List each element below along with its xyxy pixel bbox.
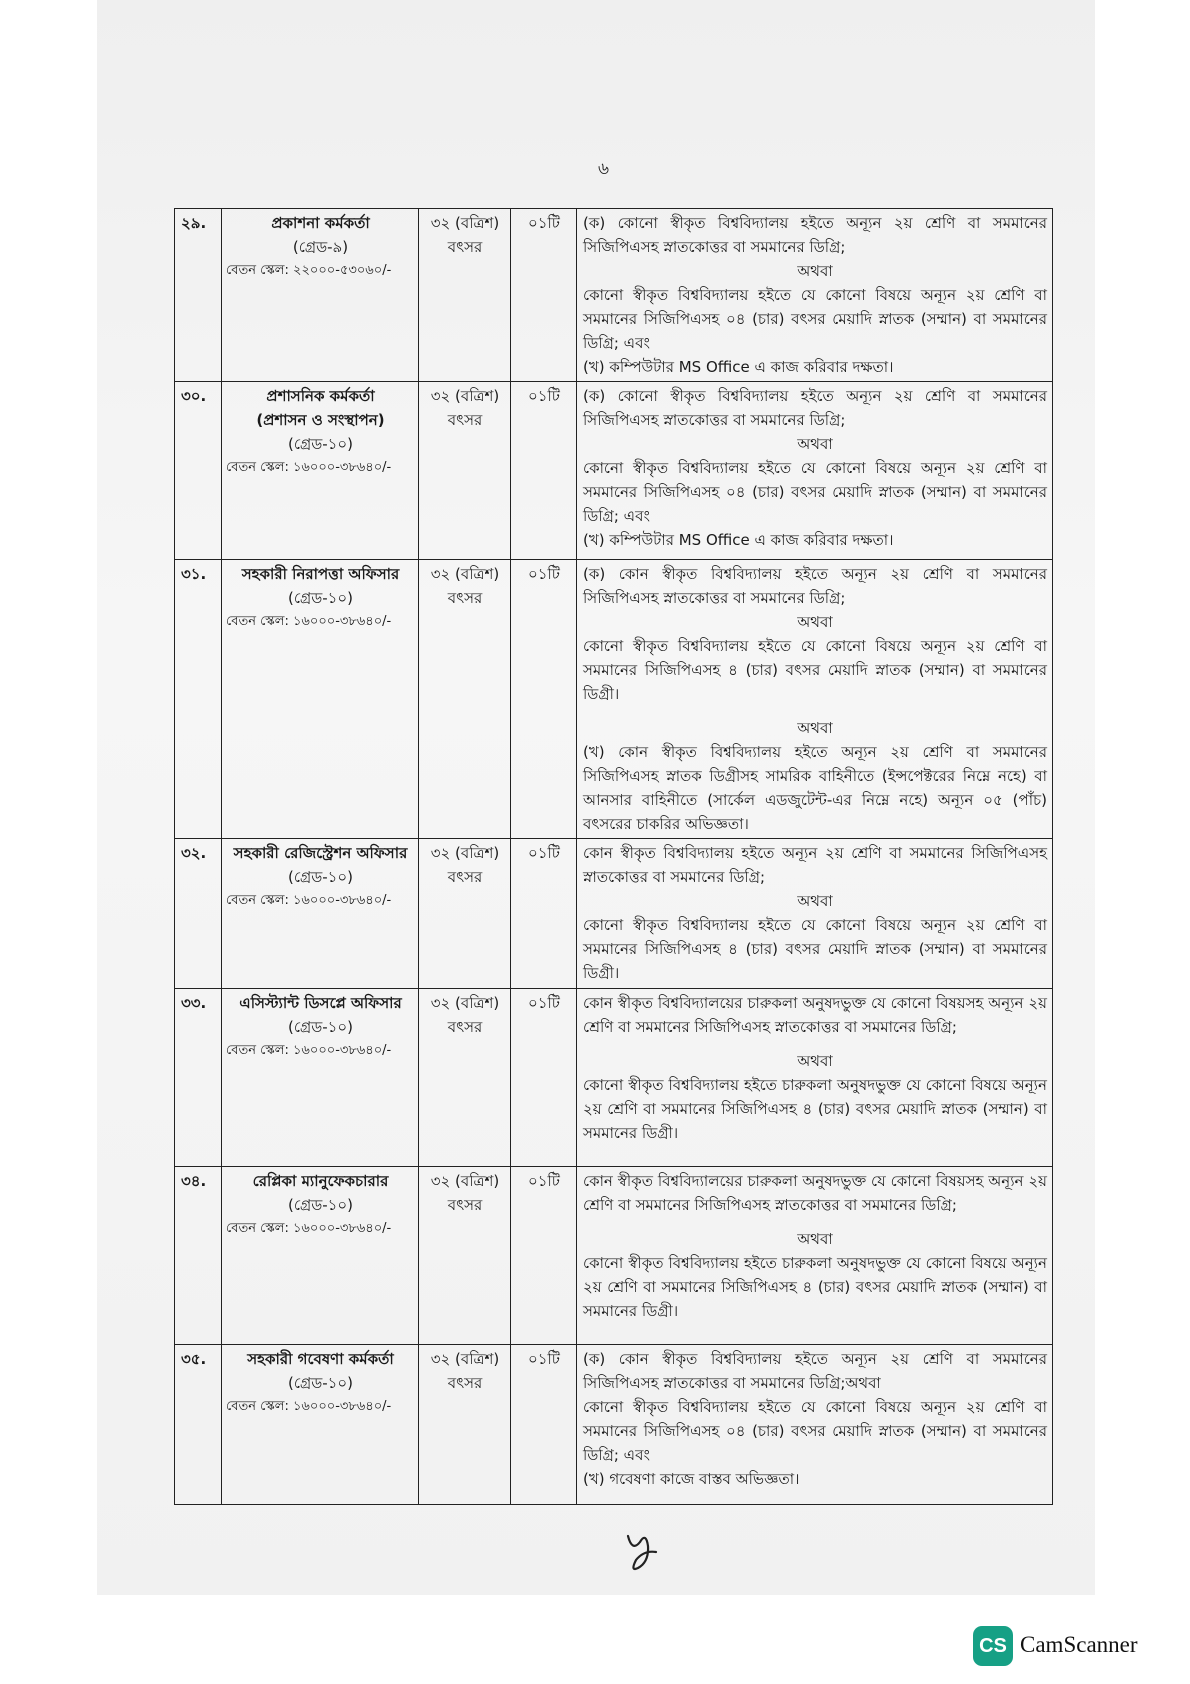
age-limit: ৩২ (বত্রিশ) বৎসর xyxy=(430,214,500,256)
qualification-text: কোনো স্বীকৃত বিশ্ববিদ্যালয় হইতে চারুকলা অনুষদভুক্ত যে কোনো বিষয়ে অন্যূন ২য় শ্রেণি বা সমমানের সিজিপিএসহ ৪ (চার) বৎসর মেয়াদি স্নাতক (সম্মান) বা সমমানের ডিগ্রী। xyxy=(583,1076,1047,1142)
vacancy-count: ০১টি xyxy=(528,1172,560,1190)
pay-scale: বেতন স্কেল: ১৬০০০-৩৮৬৪০/- xyxy=(226,614,392,629)
age-limit: ৩২ (বত্রিশ) বৎসর xyxy=(430,565,500,607)
qualification-text: (খ) কোন স্বীকৃত বিশ্ববিদ্যালয় হইতে অন্যূন ২য় শ্রেণি বা সমমানের সিজিপিএসহ স্নাতক ডিগ্রীসহ সামরিক বাহিনীতে (ইন্সপেক্টরের নিম্নে নহে) বা আনসার বাহিনীতে (সার্কেল এডজুটেন্ট-এর নিম্নে নহে) অন্যূন ০৫ (পাঁচ) বৎসরের চাকরির অভিজ্ঞতা। xyxy=(583,743,1047,833)
spacer xyxy=(583,1217,1047,1227)
qualification-text: (ক) কোনো স্বীকৃত বিশ্ববিদ্যালয় হইতে অন্যূন ২য় শ্রেণি বা সমমানের সিজিপিএসহ স্নাতকোত্তর বা সমমানের ডিগ্রি; xyxy=(583,214,1047,256)
table-row xyxy=(175,989,1053,1167)
qualification-text: কোন স্বীকৃত বিশ্ববিদ্যালয়ের চারুকলা অনুষদভুক্ত যে কোনো বিষয়সহ অন্যূন ২য় শ্রেণি বা সমমানের সিজিপিএসহ স্নাতকোত্তর বা সমমানের ডিগ্রি; xyxy=(583,994,1047,1036)
spacer xyxy=(583,1039,1047,1049)
qualification-text: কোন স্বীকৃত বিশ্ববিদ্যালয়ের চারুকলা অনুষদভুক্ত যে কোনো বিষয়সহ অন্যূন ২য় শ্রেণি বা সমমানের সিজিপিএসহ স্নাতকোত্তর বা সমমানের ডিগ্রি; xyxy=(583,1172,1047,1214)
post-grade: (গ্রেড-১০) xyxy=(288,1374,353,1392)
page-number: ৬ xyxy=(598,159,610,179)
pay-scale: বেতন স্কেল: ১৬০০০-৩৮৬৪০/- xyxy=(226,1043,392,1058)
signature-icon xyxy=(618,1528,666,1574)
age-limit: ৩২ (বত্রিশ) বৎসর xyxy=(430,844,500,886)
or-label: অথবা xyxy=(797,262,833,280)
serial-number: ২৯. xyxy=(181,214,207,232)
post-subtitle: (প্রশাসন ও সংস্থাপন) xyxy=(256,411,385,429)
qualification-text: কোন স্বীকৃত বিশ্ববিদ্যালয় হইতে অন্যূন ২য় শ্রেণি বা সমমানের সিজিপিএসহ স্নাতকোত্তর বা সমমানের ডিগ্রি; xyxy=(583,844,1047,886)
qualification-text: কোনো স্বীকৃত বিশ্ববিদ্যালয় হইতে যে কোনো বিষয়ে অন্যূন ২য় শ্রেণি বা সমমানের সিজিপিএসহ ৪ (চার) বৎসর মেয়াদি স্নাতক (সম্মান) বা সমমানের ডিগ্রী। xyxy=(583,916,1047,982)
pay-scale: বেতন স্কেল: ২২০০০-৫৩০৬০/- xyxy=(226,263,392,278)
table-row xyxy=(175,839,1053,989)
pay-scale: বেতন স্কেল: ১৬০০০-৩৮৬৪০/- xyxy=(226,460,392,475)
camscanner-logo-icon: CS xyxy=(973,1626,1013,1666)
table-row xyxy=(175,1345,1053,1505)
post-grade: (গ্রেড-১০) xyxy=(288,1018,353,1036)
vacancy-count: ০১টি xyxy=(528,1350,560,1368)
serial-number: ৩৩. xyxy=(181,994,207,1012)
post-grade: (গ্রেড-১০) xyxy=(288,435,353,453)
qualification-text: (খ) কম্পিউটার MS Office এ কাজ করিবার দক্ষতা। xyxy=(583,358,894,376)
post-title: প্রশাসনিক কর্মকর্তা xyxy=(266,387,375,405)
table-row xyxy=(175,560,1053,839)
vacancy-count: ০১টি xyxy=(528,565,560,583)
or-label: অথবা xyxy=(797,892,833,910)
vacancy-count: ০১টি xyxy=(528,214,560,232)
age-limit: ৩২ (বত্রিশ) বৎসর xyxy=(430,387,500,429)
qualification-text: (ক) কোন স্বীকৃত বিশ্ববিদ্যালয় হইতে অন্যূন ২য় শ্রেণি বা সমমানের সিজিপিএসহ স্নাতকোত্তর বা সমমানের ডিগ্রি;অথবা xyxy=(583,1350,1047,1392)
vacancy-count: ০১টি xyxy=(528,994,560,1012)
pay-scale: বেতন স্কেল: ১৬০০০-৩৮৬৪০/- xyxy=(226,1221,392,1236)
post-grade: (গ্রেড-১০) xyxy=(288,589,353,607)
qualification-text: কোনো স্বীকৃত বিশ্ববিদ্যালয় হইতে যে কোনো বিষয়ে অন্যূন ২য় শ্রেণি বা সমমানের সিজিপিএসহ ০৪ (চার) বৎসর মেয়াদি স্নাতক (সম্মান) বা সমমানের ডিগ্রি; এবং xyxy=(583,286,1047,352)
age-limit: ৩২ (বত্রিশ) বৎসর xyxy=(430,1350,500,1392)
table-row xyxy=(175,209,1053,382)
post-title: সহকারী রেজিস্ট্রেশন অফিসার xyxy=(233,844,408,862)
vacancy-count: ০১টি xyxy=(528,387,560,405)
age-limit: ৩২ (বত্রিশ) বৎসর xyxy=(430,994,500,1036)
qualification-text: (ক) কোনো স্বীকৃত বিশ্ববিদ্যালয় হইতে অন্যূন ২য় শ্রেণি বা সমমানের সিজিপিএসহ স্নাতকোত্তর বা সমমানের ডিগ্রি; xyxy=(583,387,1047,429)
or-label: অথবা xyxy=(797,613,833,631)
pay-scale: বেতন স্কেল: ১৬০০০-৩৮৬৪০/- xyxy=(226,1399,392,1414)
or-label: অথবা xyxy=(797,1052,833,1070)
qualification-text: (খ) গবেষণা কাজে বাস্তব অভিজ্ঞতা। xyxy=(583,1470,800,1488)
table-row xyxy=(175,382,1053,560)
qualification-text: কোনো স্বীকৃত বিশ্ববিদ্যালয় হইতে যে কোনো বিষয়ে অন্যূন ২য় শ্রেণি বা সমমানের সিজিপিএসহ ০৪ (চার) বৎসর মেয়াদি স্নাতক (সম্মান) বা সমমানের ডিগ্রি; এবং xyxy=(583,459,1047,525)
serial-number: ৩৫. xyxy=(181,1350,207,1368)
post-title: এসিস্ট্যান্ট ডিসপ্লে অফিসার xyxy=(239,994,402,1012)
vacancy-count: ০১টি xyxy=(528,844,560,862)
or-label: অথবা xyxy=(797,1230,833,1248)
spacer xyxy=(583,706,1047,716)
qualification-text: (ক) কোন স্বীকৃত বিশ্ববিদ্যালয় হইতে অন্যূন ২য় শ্রেণি বা সমমানের সিজিপিএসহ স্নাতকোত্তর বা সমমানের ডিগ্রি; xyxy=(583,565,1047,607)
post-grade: (গ্রেড-১০) xyxy=(288,868,353,886)
post-title: সহকারী গবেষণা কর্মকর্তা xyxy=(247,1350,394,1368)
post-grade: (গ্রেড-১০) xyxy=(288,1196,353,1214)
post-title: প্রকাশনা কর্মকর্তা xyxy=(271,214,370,232)
camscanner-watermark: CamScanner xyxy=(1020,1632,1138,1657)
serial-number: ৩৪. xyxy=(181,1172,207,1190)
serial-number: ৩২. xyxy=(181,844,207,862)
job-posts-table xyxy=(174,208,1053,1505)
qualification-text: (খ) কম্পিউটার MS Office এ কাজ করিবার দক্ষতা। xyxy=(583,531,894,549)
qualification-text: কোনো স্বীকৃত বিশ্ববিদ্যালয় হইতে যে কোনো বিষয়ে অন্যূন ২য় শ্রেণি বা সমমানের সিজিপিএসহ ০৪ (চার) বৎসর মেয়াদি স্নাতক (সম্মান) বা সমমানের ডিগ্রি; এবং xyxy=(583,1398,1047,1464)
table-row xyxy=(175,1167,1053,1345)
post-title: সহকারী নিরাপত্তা অফিসার xyxy=(241,565,400,583)
serial-number: ৩০. xyxy=(181,387,207,405)
or-label: অথবা xyxy=(797,719,833,737)
pay-scale: বেতন স্কেল: ১৬০০০-৩৮৬৪০/- xyxy=(226,893,392,908)
post-title: রেপ্লিকা ম্যানুফেকচারার xyxy=(252,1172,389,1190)
qualification-text: কোনো স্বীকৃত বিশ্ববিদ্যালয় হইতে যে কোনো বিষয়ে অন্যূন ২য় শ্রেণি বা সমমানের সিজিপিএসহ ৪ (চার) বৎসর মেয়াদি স্নাতক (সম্মান) বা সমমানের ডিগ্রী। xyxy=(583,637,1047,703)
post-grade: (গ্রেড-৯) xyxy=(292,238,349,256)
or-label: অথবা xyxy=(797,435,833,453)
qualification-text: কোনো স্বীকৃত বিশ্ববিদ্যালয় হইতে চারুকলা অনুষদভুক্ত যে কোনো বিষয়ে অন্যূন ২য় শ্রেণি বা সমমানের সিজিপিএসহ ৪ (চার) বৎসর মেয়াদি স্নাতক (সম্মান) বা সমমানের ডিগ্রী। xyxy=(583,1254,1047,1320)
serial-number: ৩১. xyxy=(181,565,207,583)
age-limit: ৩২ (বত্রিশ) বৎসর xyxy=(430,1172,500,1214)
